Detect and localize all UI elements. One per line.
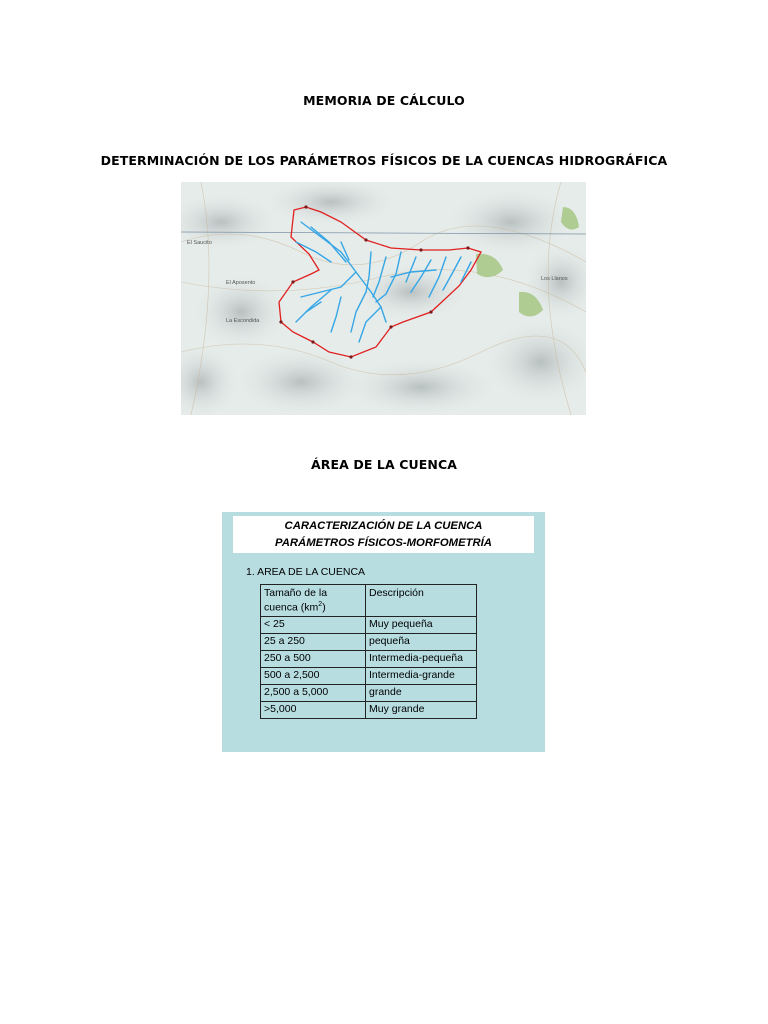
cell-description: Intermedia-pequeña xyxy=(366,651,477,668)
area-section-heading: ÁREA DE LA CUENCA xyxy=(311,457,457,472)
table-row xyxy=(261,634,477,651)
table-row xyxy=(261,668,477,685)
table-header-row xyxy=(261,585,477,617)
page-title: MEMORIA DE CÁLCULO xyxy=(303,93,465,108)
section-subtitle: DETERMINACIÓN DE LOS PARÁMETROS FÍSICOS DE LA CUENCAS HIDROGRÁFICA xyxy=(100,153,668,168)
cell-description: grande xyxy=(366,685,477,702)
cell-size: 500 a 2,500 xyxy=(261,668,366,685)
basin-size-table xyxy=(260,584,477,719)
column-header-size xyxy=(261,585,366,617)
table-row xyxy=(261,685,477,702)
header-size-close: ) xyxy=(322,601,326,614)
map-label-los-llanos: Los Llanos xyxy=(541,276,568,282)
panel-header-line2: PARÁMETROS FÍSICOS-MORFOMETRÍA xyxy=(275,537,492,549)
cell-size: >5,000 xyxy=(261,702,366,719)
table-row xyxy=(261,702,477,719)
header-size-superscript: 2 xyxy=(318,601,323,608)
cell-size: < 25 xyxy=(261,617,366,634)
map-label-el-aposento: El Aposento xyxy=(226,280,256,286)
panel-header-line1: CARACTERIZACIÓN DE LA CUENCA xyxy=(284,520,483,532)
cell-description: Muy pequeña xyxy=(366,617,477,634)
column-header-description: Descripción xyxy=(366,585,477,617)
header-size-line2: cuenca (km xyxy=(264,601,319,614)
table-row xyxy=(261,617,477,634)
cell-description: pequeña xyxy=(366,634,477,651)
table-row xyxy=(261,651,477,668)
cell-description: Muy grande xyxy=(366,702,477,719)
cell-size: 25 a 250 xyxy=(261,634,366,651)
basin-characterization-panel xyxy=(222,512,545,752)
header-size-line1: Tamaño de la xyxy=(264,587,328,599)
watershed-map-image xyxy=(181,182,586,415)
map-label-la-escondida: La Escondida xyxy=(226,318,260,324)
panel-header xyxy=(233,516,534,553)
cell-size: 250 a 500 xyxy=(261,651,366,668)
cell-description: Intermedia-grande xyxy=(366,668,477,685)
section-label: 1. AREA DE LA CUENCA xyxy=(246,566,366,578)
map-label-el-saucito: El Saucito xyxy=(187,240,212,246)
cell-size: 2,500 a 5,000 xyxy=(261,685,366,702)
